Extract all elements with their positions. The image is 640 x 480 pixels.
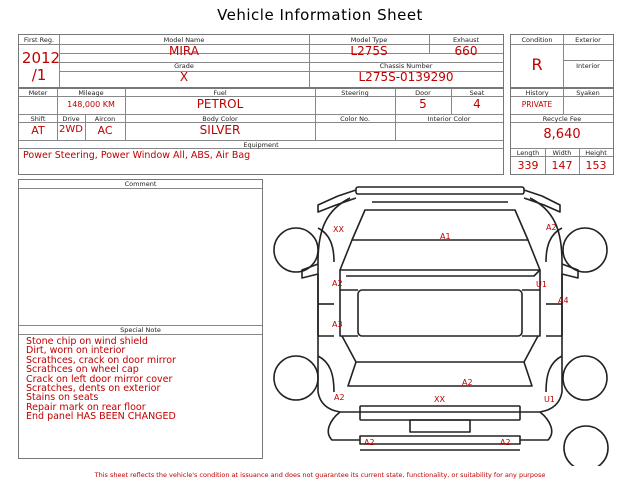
model-name-value: MIRA [169,44,199,58]
body-color-label: Body Color [202,115,238,123]
damage-mark: A2 [546,223,557,232]
comment-panel [18,179,263,459]
spare-wheel [564,426,608,466]
grade-value: X [179,70,189,84]
damage-mark: A3 [332,320,343,329]
chassis-number-label: Chassis Number [379,62,433,70]
special-note-item: End panel HAS BEEN CHANGED [26,411,176,423]
special-note-item: Crack on left door mirror cover [26,373,173,385]
interior-label: Interior [576,62,600,70]
wheel-rear-right [563,356,607,400]
chassis-number-value: L275S-0139290 [358,70,454,84]
fuel-label: Fuel [213,89,227,97]
meter-label: Meter [28,89,48,97]
seat-label: Seat [469,89,485,97]
history-value: PRIVATE [521,100,553,109]
damage-mark: A1 [440,232,451,241]
damage-mark: A2 [500,438,511,447]
cabin-roof [340,270,540,386]
special-note-item: Stone chip on wind shield [26,336,148,347]
wheel-front-left [274,228,318,272]
rear-bumper [328,406,551,444]
length-value: 339 [517,159,539,172]
info-panel-top [18,34,504,88]
condition-value: R [531,55,543,74]
width-label: Width [552,149,572,157]
door-label: Door [415,89,431,97]
disclaimer-footer: This sheet reflects the vehicle's condition at issuance and does not guarantee its current state, functionality, or suitability for any purpose [94,471,546,479]
length-label: Length [516,149,540,157]
exhaust-value: 660 [454,44,478,58]
special-note-item: Stains on seats [26,392,99,404]
grade-label: Grade [174,62,194,70]
shift-label: Shift [30,115,46,123]
first-reg-year: 2012 [21,49,61,67]
wheel-rear-left [274,356,318,400]
model-name-label: Model Name [163,36,205,44]
model-type-label: Model Type [350,36,388,44]
body-color-value: SILVER [199,123,241,137]
color-no-label: Color No. [340,115,370,123]
shift-value: AT [31,124,45,137]
side-doors [318,274,562,336]
damage-mark: XX [434,395,445,404]
fuel-value: PETROL [196,97,244,111]
damage-mark: A2 [364,438,375,447]
first-reg-month: /1 [31,66,47,84]
syaken-label: Syaken [576,89,600,97]
condition-label: Condition [521,36,553,44]
vehicle-damage-diagram [268,180,620,466]
damage-mark: A2 [334,393,345,402]
sheet-title: Vehicle Information Sheet [217,6,423,24]
mileage-value: 148,000 KM [67,100,115,109]
wheel-front-right [563,228,607,272]
aircon-label: Aircon [94,115,116,123]
special-note-item: Dirt, worn on interior [26,345,126,357]
equipment-value: Power Steering, Power Window All, ABS, Air Bag [23,150,251,161]
special-note-item: Scrathces, crack on door mirror [26,354,176,366]
damage-mark: A4 [558,296,569,305]
exhaust-label: Exhaust [452,36,480,44]
special-note-item: Scrathces on wheel cap [26,364,139,376]
width-value: 147 [551,159,573,172]
info-panel-right [510,88,614,175]
door-value: 5 [419,97,427,111]
mileage-label: Mileage [78,89,104,97]
hood-and-windshield [340,210,540,276]
aircon-value: AC [97,124,113,137]
height-value: 153 [585,159,607,172]
drive-value: 2WD [59,124,83,135]
equipment-label: Equipment [243,141,279,149]
condition-panel [510,34,614,88]
info-panel-middle [18,88,504,175]
special-note-label: Special Note [120,326,161,334]
height-label: Height [585,149,607,157]
steering-label: Steering [341,89,369,97]
damage-mark: XX [333,225,344,234]
interior-color-label: Interior Color [427,115,471,123]
history-label: History [525,89,549,97]
damage-mark: A2 [462,378,473,387]
front-bumper [318,187,560,212]
exterior-label: Exterior [575,36,601,44]
damage-mark: A2 [332,279,343,288]
seat-value: 4 [473,97,481,111]
special-note-item: Repair mark on rear floor [26,401,146,413]
model-type-value: L275S [350,44,388,58]
drive-label: Drive [62,115,80,123]
comment-label: Comment [124,180,157,188]
damage-mark: U1 [544,395,555,404]
damage-mark: U1 [536,280,547,289]
special-note-item: Scratches, dents on exterior [26,383,161,395]
recycle-fee-value: 8,640 [543,127,581,142]
first-reg-label: First Reg. [23,36,55,44]
recycle-fee-label: Recycle Fee [542,115,582,123]
special-note-list [26,337,176,422]
